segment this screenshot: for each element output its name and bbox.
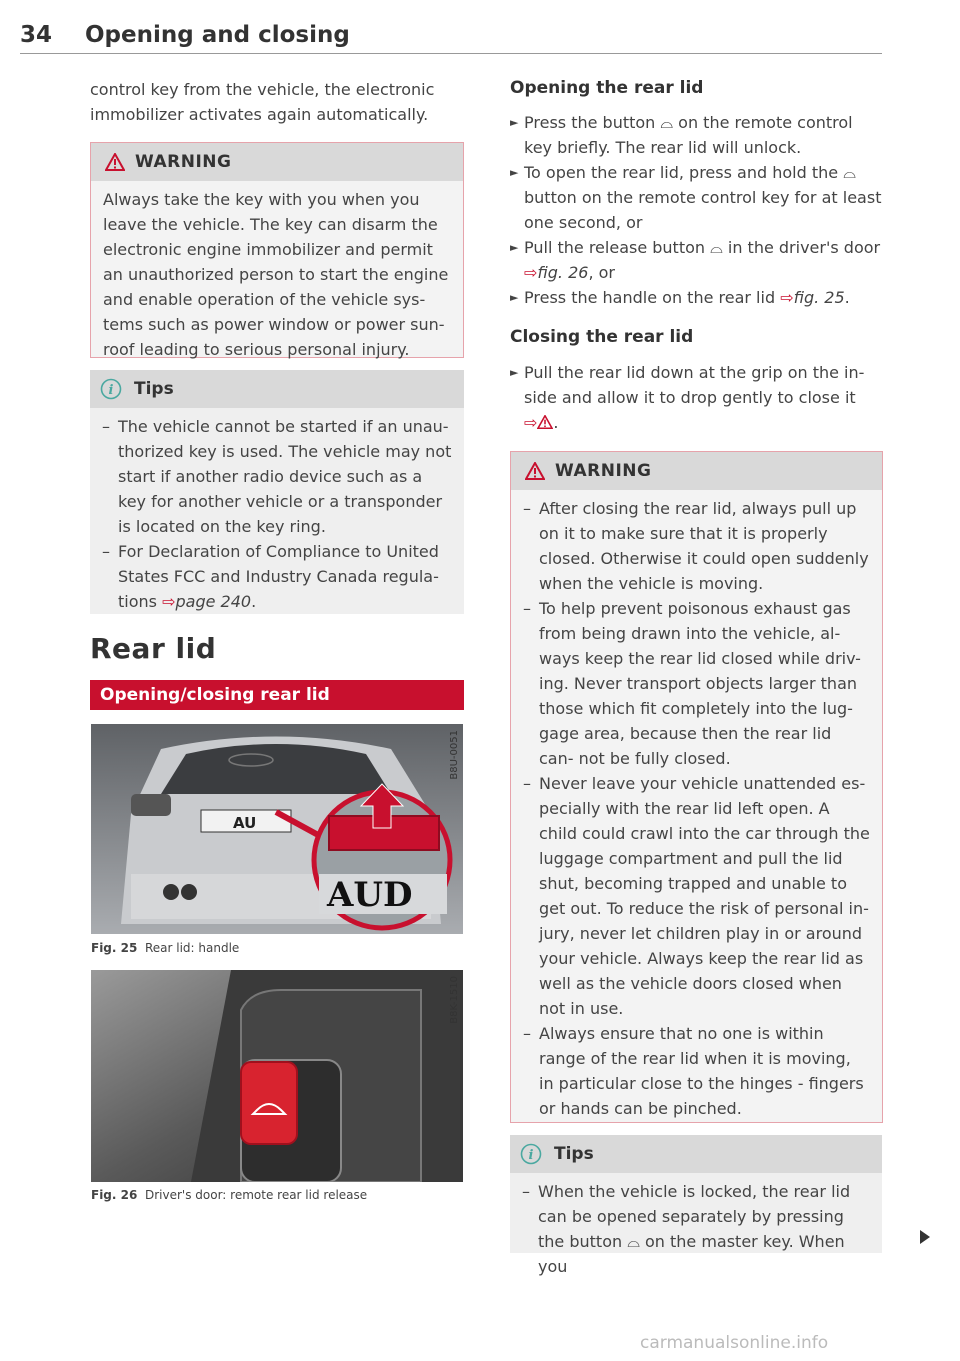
warning-triangle-icon [537, 415, 553, 429]
svg-text:AU: AU [233, 814, 257, 832]
header-rule [20, 53, 882, 54]
intro-paragraph: control key from the vehicle, the electronic immobilizer activates again automatically. [90, 80, 435, 124]
figure-reference-link[interactable]: fig. 25 [793, 288, 845, 307]
warning-item: – Always ensure that no one is within range of the rear lid when it is moving, in particular close to the hinges - fingers or hands can be pinched. [523, 1024, 864, 1118]
tips-box-1 [90, 370, 464, 614]
figure-26-caption: Fig. 26 Driver's door: remote rear lid release [91, 1188, 368, 1202]
figure-code: B8K-1510 [449, 976, 460, 1024]
figure-code: B8U-0051 [449, 730, 460, 780]
tips-label: Tips [554, 1144, 594, 1164]
tips-label: Tips [134, 379, 174, 399]
svg-text:i: i [528, 1148, 534, 1163]
rear-lid-icon: ⌓ [843, 163, 856, 182]
rear-lid-icon: ⌓ [627, 1232, 640, 1251]
subsection-title-bar: Opening/closing rear lid [90, 680, 464, 710]
close-step: ► Pull the rear lid down at the grip on the in- side and allow it to drop gently to close it ⇨ . [510, 363, 865, 432]
svg-text:i: i [108, 383, 114, 398]
tips-header [90, 370, 464, 408]
warning-item: – After closing the rear lid, always pull up on it to make sure that it is properly closed. Otherwise it could open suddenly when the vehicle is moving. [523, 499, 869, 593]
warning-body [511, 490, 882, 1129]
open-step: ► To open the rear lid, press and hold the ⌓ button on the remote control key for at least one second, or [510, 163, 882, 232]
warning-text: Always take the key with you when you leave the vehicle. The key can disarm the electronic engine immobilizer and permit an unauthorized person to start the engine and enable operation of the vehicle sys- tems such as power window or power sun- roof leading to serious personal injury. [103, 190, 449, 359]
warning-box-1 [90, 142, 464, 358]
info-icon [100, 378, 122, 400]
badge-text: AUD [327, 875, 413, 915]
ref-arrow-icon: ⇨ [524, 263, 538, 282]
section-title: Rear lid [90, 632, 217, 665]
warning-triangle-icon [525, 462, 545, 480]
continued-arrow-icon [920, 1230, 930, 1244]
rear-lid-icon: ⌓ [660, 113, 674, 132]
tip-item: – The vehicle cannot be started if an unau- thorized key is used. The vehicle may not start if another radio device such as a key for another vehicle or a transponder is located on the key ring. [102, 417, 452, 536]
figure-26-door-release [91, 970, 463, 1182]
rear-lid-icon: ⌓ [710, 238, 723, 257]
figure-25-rear-lid-handle [91, 724, 463, 934]
warning-box-2 [510, 451, 883, 1123]
warning-header [91, 143, 463, 181]
ref-arrow-icon: ⇨ [780, 288, 794, 307]
car-rear-illustration [91, 724, 463, 934]
tips-body [90, 408, 464, 622]
warning-label: WARNING [135, 152, 232, 172]
info-icon [520, 1143, 542, 1165]
opening-heading: Opening the rear lid [510, 78, 704, 98]
ref-arrow-icon: ⇨ [524, 413, 538, 432]
warning-header [511, 452, 882, 490]
warning-triangle-icon [105, 153, 125, 171]
door-release-illustration [91, 970, 463, 1182]
tip-item: – When the vehicle is locked, the rear lid can be opened separately by pressing the button ⌓ on the master key. When you [522, 1182, 851, 1276]
open-step: ► Pull the release button ⌓ in the driver's door ⇨fig. 26, or [510, 238, 881, 282]
figure-reference-link[interactable]: fig. 26 [537, 263, 589, 282]
tip-item: – For Declaration of Compliance to United States FCC and Industry Canada regula- tions ⇨page 240. [102, 542, 439, 611]
footer-watermark: carmanualsonline.info [640, 1333, 829, 1353]
open-step: ► Press the button ⌓ on the remote control key briefly. The rear lid will unlock. [510, 113, 853, 157]
tips-box-2 [510, 1135, 882, 1276]
page-reference-link[interactable]: page 240 [175, 592, 252, 611]
tips-header [510, 1135, 882, 1173]
warning-item: – Never leave your vehicle unattended es- pecially with the rear lid left open. A child could crawl into the car through the luggage compartment and pull the lid shut, becoming trapped and unable to get out. To reduce the risk of personal in- jury, never let children play in or around your vehicle. Always keep the rear lid as well as the vehicle doors closed when not in use. [523, 774, 870, 1018]
right-column [510, 76, 885, 435]
page-number: 34 [20, 22, 53, 48]
warning-label: WARNING [555, 461, 652, 481]
warning-item: – To help prevent poisonous exhaust gas from being drawn into the vehicle, al- ways keep the rear lid closed while driv- ing. Never transport objects larger than those which fit completely into the lug- gage area, because then the rear lid can- not be fully closed. [523, 599, 861, 768]
ref-arrow-icon: ⇨ [162, 592, 176, 611]
tips-body [510, 1173, 882, 1287]
closing-heading: Closing the rear lid [510, 327, 694, 347]
open-step: ► Press the handle on the rear lid ⇨fig. 25. [510, 288, 850, 307]
chapter-title: Opening and closing [85, 22, 350, 48]
figure-25-caption: Fig. 25 Rear lid: handle [91, 941, 240, 955]
